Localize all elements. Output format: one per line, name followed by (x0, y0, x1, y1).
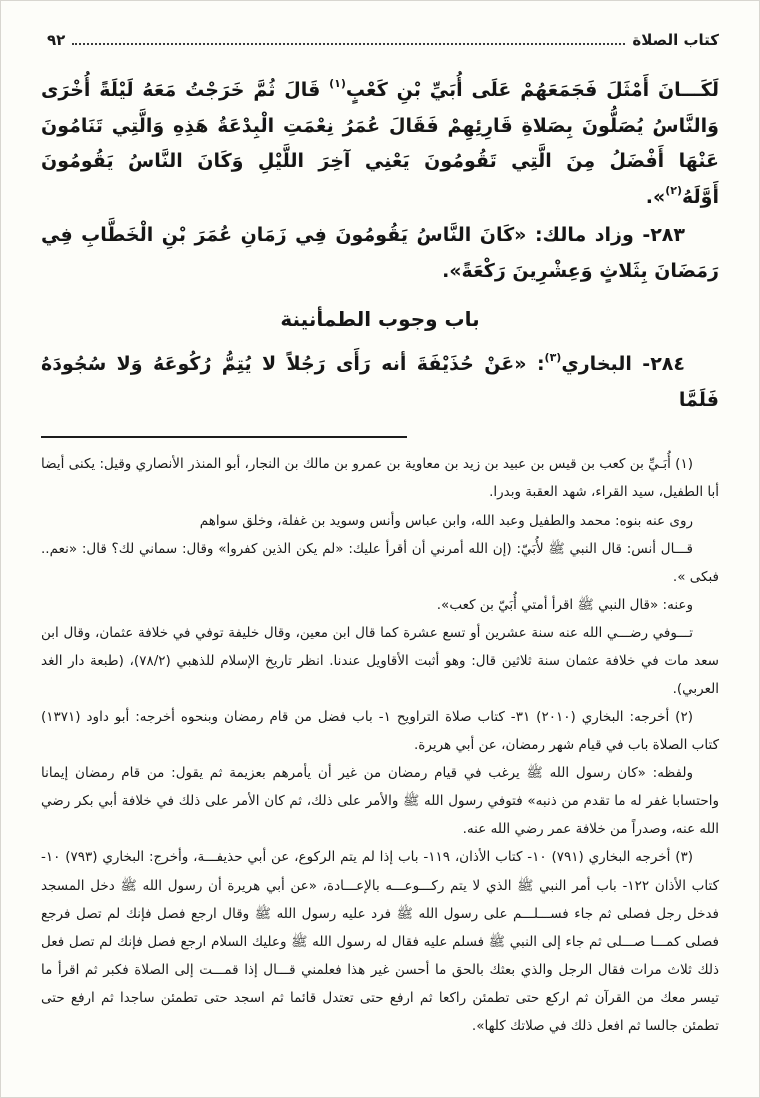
hadith-282-text-2: قَالَ ثُمَّ خَرَجْتُ مَعَهُ لَيْلَةً أُخْرَى وَالنَّاسُ يُصَلُّونَ بِصَلاةِ قَارِئِهِمْ فَقَالَ عُمَرُ نِعْمَتِ الْبِدْعَةُ هَذِهِ وَالَّتِي تَنَامُونَ عَنْهَا أَفْضَلُ مِنَ الَّتِي تَقُومُونَ يَعْنِي آخِرَ اللَّيْلِ وَكَانَ النَّاسُ يَقُومُونَ أَوَّلَهُ (41, 79, 719, 209)
footnote-3-paragraph-1: (٣) أخرجه البخاري (٧٩١) ١٠- كتاب الأذان، ١١٩- باب إذا لم يتم الركوع، عن أبي حذيفـــة، وأخرج: البخاري (٧٩٣) ١٠- كتاب الأذان ١٢٢- باب أمر النبي ﷺ الذي لا يتم ركـــوعـــه بالإعـــادة، «عن أبي هريرة أن رسول الله ﷺ دخل المسجد فدخل رجل فصلى ثم جاء فســـلـــم على رسول الله ﷺ فرد عليه رسول الله ﷺ وقال ارجع فصل فإنك لم تصل فرجع فصلى كمـــا صـــلى ثم جاء إلى النبي ﷺ فسلم عليه فقال له رسول الله ﷺ وعليك السلام ارجع فصل فإنك لم تصل فعل ذلك ثلاث مرات فقال الرجل والذي بعثك بالحق ما أحسن غير هذا فعلمني قـــال إذا قمـــت إلى الصلاة فكبر ثم اقرأ ما تيسر معك من القرآن ثم اركع حتى تطمئن راكعا ثم ارفع حتى تعتدل قائما ثم اسجد حتى تطمئن ساجدا ثم ارفع حتى تطمئن جالسا ثم افعل ذلك في صلاتك كلها». (41, 849, 719, 1034)
footnotes-section (41, 450, 719, 1040)
footnote-ref-2: (٢) (665, 183, 683, 197)
hadith-284-paragraph (41, 347, 719, 418)
hadith-284-text-2: : «عَنْ حُذَيْفَةَ أنه رَأَى رَجُلاً لا يُتِمُّ رُكُوعَهُ وَلا سُجُودَهُ فَلَمَّا (41, 352, 719, 411)
hadith-283-paragraph: ٢٨٣- وزاد مالك: «كَانَ النَّاسُ يَقُومُونَ فِي زَمَانِ عُمَرَ بْنِ الْخَطَّابِ فِي رَمَضَانَ بِثَلاثٍ وَعِشْرِينَ رَكْعَةً». (41, 223, 719, 282)
footnote-ref-3: (٣) (544, 350, 562, 364)
footnote-1-paragraph-3: قـــال أنس: قال النبي ﷺ لأُبَيّ: (إن الله أمرني أن أقرأ عليك: «لم يكن الذين كفروا» وقال: سماني لك؟ قال: «نعم.. فبكى ». (41, 540, 719, 585)
footnote-1-paragraph-5: تـــوفي رضـــي الله عنه سنة عشرين أو تسع عشرة كما قال ابن معين، وقال خليفة توفي في خلافة عثمان، وقال ابن سعد مات في خلافة عثمان سنة ثلاثين قال: وهو أثبت الأقاويل عندنا. انظر تاريخ الإسلام للذهبي (٧٨/٢)، (طبعة دار الغد العربي). (41, 624, 719, 697)
footnote-divider (41, 436, 407, 438)
footnote-1-paragraph-4: وعنه: «قال النبي ﷺ اقرأ أمتي أُبَيّ بن كعب». (436, 596, 693, 613)
hadith-282-text-3: ». (645, 186, 666, 209)
hadith-282-text-1: لَكَـــانَ أَمْثَلَ فَجَمَعَهُمْ عَلَى أُبَيِّ بْنِ كَعْبٍ (345, 79, 719, 101)
chapter-heading: باب وجوب الطمأنينة (280, 307, 480, 332)
running-head (41, 31, 719, 49)
footnote-1-paragraph-1: (١) أُبَـيِّ بن كعب بن قيس بن عبيد بن زيد بن معاوية بن عمرو بن مالك بن النجار، أبو المنذر الأنصاري وقيل: يكنى أيضا أبا الطفيل، سيد القراء، شهد العقبة وبدرا. (41, 456, 719, 501)
footnote-1-paragraph-2: روى عنه بنوه: محمد والطفيل وعبد الله، وابن عباس وأنس وسويد بن غفلة، وخلق سواهم (199, 512, 693, 529)
footnote-2-paragraph-2: ولفظه: «كان رسول الله ﷺ يرغب في قيام رمضان من غير أن يأمرهم بعزيمة ثم يقول: من قام رمضان إيمانا واحتسابا غفر له ما تقدم من ذنبه» فتوفي رسول الله ﷺ والأمر على ذلك، ثم كان الأمر على ذلك في خلافة أبي بكر رضي الله عنه، وصدراً من خلافة عمر رضي الله عنه. (41, 765, 719, 838)
page-number: ٩٢ (47, 31, 66, 49)
hadith-282-continuation-paragraph (41, 73, 719, 216)
footnote-ref-1: (١) (329, 76, 346, 90)
book-title: كتاب الصلاة (632, 31, 719, 49)
footnote-2-paragraph-1: (٢) أخرجه: البخاري (٢٠١٠) ٣١- كتاب صلاة التراويح ١- باب فضل من قام رمضان وبنحوه أخرجه: أبو داود (١٣٧١) كتاب الصلاة باب في قيام شهر رمضان، عن أبي هريرة. (41, 709, 719, 754)
dotted-leader (72, 43, 625, 45)
main-text (41, 73, 719, 418)
hadith-284-text-1: ٢٨٤- البخاري (561, 352, 685, 375)
